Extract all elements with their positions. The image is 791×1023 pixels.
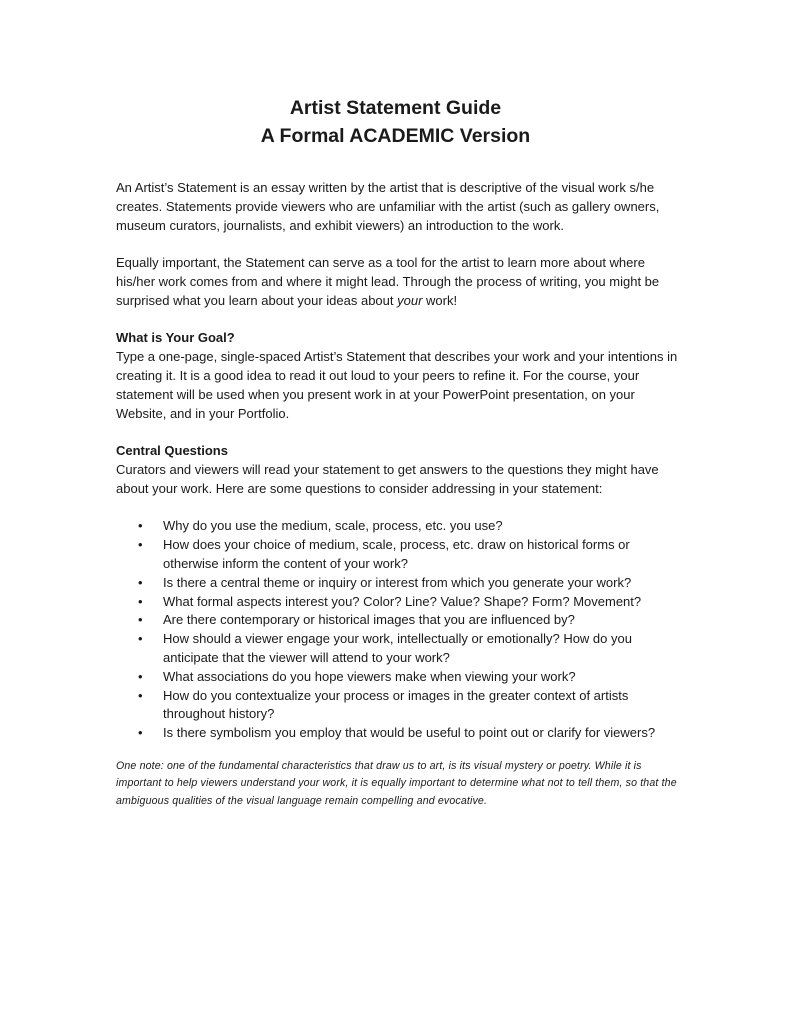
- questions-list: [116, 517, 686, 743]
- bullet-icon: •: [138, 612, 143, 628]
- bullet-icon: •: [138, 687, 143, 703]
- list-item-text: How does your choice of medium, scale, process, etc. draw on historical forms or otherwise inform the content of your work?: [163, 537, 630, 571]
- bullet-icon: •: [138, 668, 143, 684]
- questions-intro: Curators and viewers will read your statement to get answers to the questions they might have about your work. Here are some questions to consider addressing in your statement:: [116, 461, 659, 496]
- emphasis-your: your: [397, 292, 423, 308]
- list-item: [116, 630, 686, 668]
- list-item-text: Is there a central theme or inquiry or interest from which you generate your work?: [163, 574, 632, 590]
- list-item-text: How should a viewer engage your work, intellectually or emotionally? How do you anticipate that the viewer will attend to your work?: [163, 631, 632, 665]
- goal-heading: What is Your Goal?: [116, 330, 235, 346]
- bullet-icon: •: [138, 574, 143, 590]
- bullet-icon: •: [138, 631, 143, 647]
- importance-paragraph: [116, 254, 686, 310]
- list-item: [116, 593, 686, 612]
- questions-heading: Central Questions: [116, 443, 228, 459]
- list-item-text: Is there symbolism you employ that would be useful to point out or clarify for viewers?: [163, 725, 656, 741]
- list-item: [116, 668, 686, 687]
- list-item: [116, 724, 686, 743]
- importance-text: Equally important, the Statement can serve as a tool for the artist to learn more about where his/her work comes from and where it might lead. Through the process of writing, you might be surprised what you learn about your ideas about: [116, 255, 660, 308]
- list-item: [116, 611, 686, 630]
- title-block: [0, 94, 791, 150]
- intro-paragraph: An Artist’s Statement is an essay written by the artist that is descriptive of the visual work s/he creates. Statements provide viewers who are unfamiliar with the artist (such as gallery owners, museum curators, journalists, and exhibit viewers) an introduction to the work.: [116, 180, 660, 233]
- importance-text-end: work!: [422, 292, 458, 308]
- bullet-icon: •: [138, 537, 143, 553]
- list-item: [116, 687, 686, 725]
- bullet-icon: •: [138, 593, 143, 609]
- page-subtitle: A Formal ACADEMIC Version: [260, 125, 531, 147]
- list-item-text: What formal aspects interest you? Color? Line? Value? Shape? Form? Movement?: [163, 593, 642, 609]
- closing-note: One note: one of the fundamental characteristics that draw us to art, is its visual mystery or poetry. While it is important to help viewers understand your work, it is equally important to determine what not to tell them, so that the ambiguous qualities of the visual language remain compelling and evocative.: [116, 759, 677, 807]
- list-item-text: What associations do you hope viewers make when viewing your work?: [163, 668, 576, 684]
- list-item-text: Are there contemporary or historical images that you are influenced by?: [163, 612, 575, 628]
- page-title: Artist Statement Guide: [289, 97, 502, 119]
- list-item: [116, 574, 686, 593]
- document-body: [116, 179, 686, 810]
- bullet-icon: •: [138, 518, 143, 534]
- list-item-text: Why do you use the medium, scale, process, etc. you use?: [163, 518, 503, 534]
- list-item-text: How do you contextualize your process or images in the greater context of artists throughout history?: [163, 687, 629, 722]
- list-item: [116, 517, 686, 536]
- goal-paragraph: Type a one-page, single-spaced Artist’s Statement that describes your work and your intentions in creating it. It is a good idea to read it out loud to your peers to refine it. For the course, your statement will be used when you present work in at your PowerPoint presentation, on your Website, and in your Portfolio.: [116, 349, 678, 421]
- bullet-icon: •: [138, 725, 143, 741]
- list-item: [116, 536, 686, 574]
